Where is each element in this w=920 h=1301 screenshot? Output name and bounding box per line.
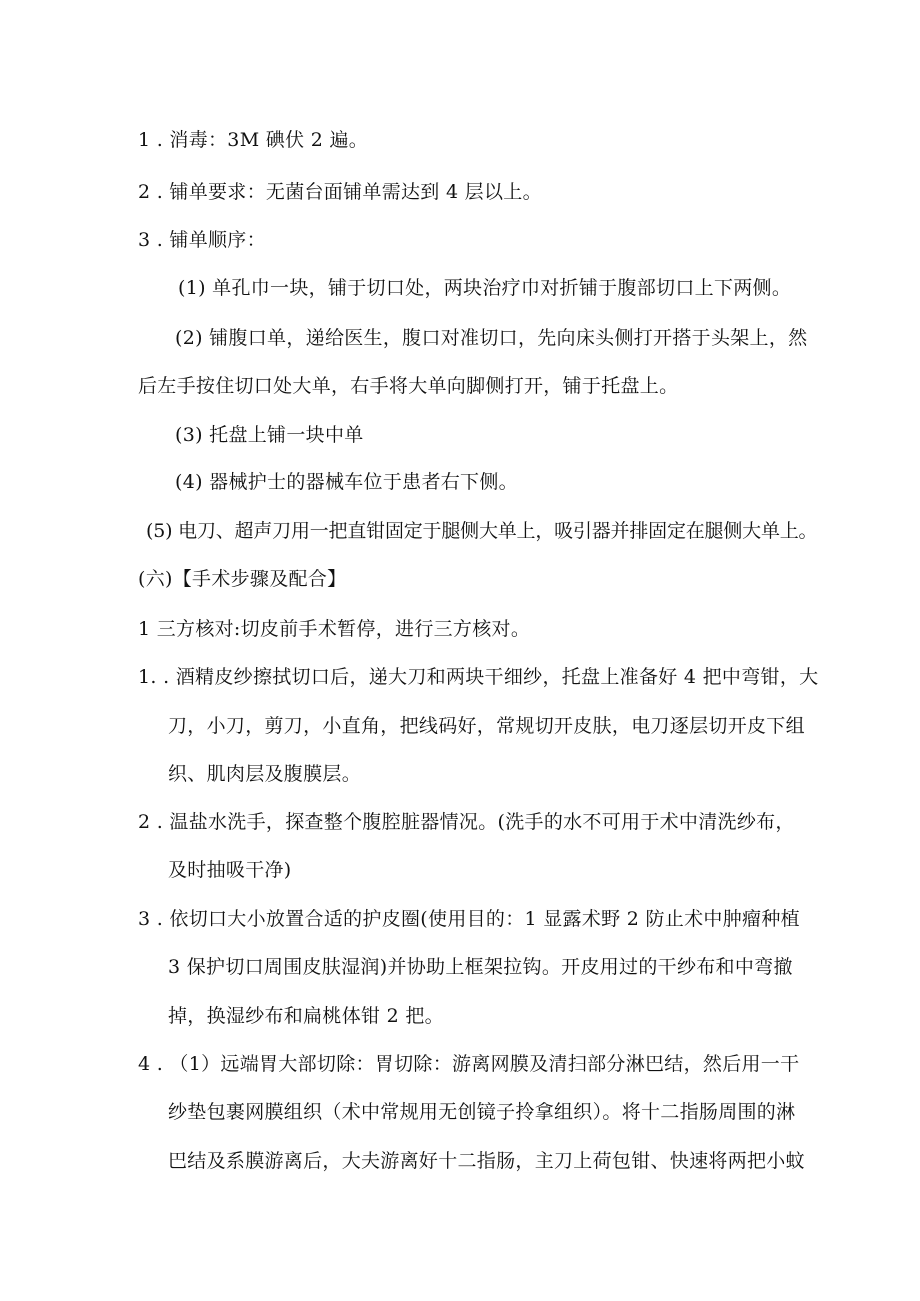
subitem-5: (5) 电刀、超声刀用一把直钳固定于腿侧大单上，吸引器并排固定在腿侧大单上。 [146, 520, 818, 542]
step-3-continued: 3 保护切口周围皮肤湿润)并协助上框架拉钩。开皮用过的干纱布和中弯撤 [168, 956, 793, 978]
step-3-continued-2: 掉，换湿纱布和扁桃体钳 2 把。 [168, 1005, 444, 1027]
step-4: 4 . （1）远端胃大部切除：胃切除：游离网膜及清扫部分淋巴结，然后用一干 [138, 1053, 800, 1075]
subitem-2-continued: 后左手按住切口处大单，右手将大单向脚侧打开，铺于托盘上。 [138, 375, 679, 397]
step-2-continued: 及时抽吸干净) [168, 859, 292, 881]
step-triple-check: 1 三方核对:切皮前手术暂停，进行三方核对。 [138, 618, 531, 640]
subitem-4: (4) 器械护士的器械车位于患者右下侧。 [175, 471, 518, 493]
subitem-3: (3) 托盘上铺一块中单 [175, 424, 364, 446]
subitem-2: (2) 铺腹口单，递给医生，腹口对准切口，先向床头侧打开搭于头架上，然 [175, 327, 808, 349]
step-1-continued: 刀，小刀，剪刀，小直角，把线码好，常规切开皮肤，电刀逐层切开皮下组 [168, 715, 805, 737]
subitem-1: (1) 单孔巾一块，铺于切口处，两块治疗巾对折铺于腹部切口上下两侧。 [178, 277, 792, 299]
step-1-continued-2: 织、肌肉层及腹膜层。 [168, 763, 362, 785]
step-1: 1. . 酒精皮纱擦拭切口后，递大刀和两块干细纱，托盘上准备好 4 把中弯钳，大 [138, 666, 819, 688]
step-4-continued: 纱垫包裹网膜组织（术中常规用无创镜子拎拿组织）。将十二指肠周围的淋 [168, 1101, 796, 1123]
step-3: 3 . 依切口大小放置合适的护皮圈(使用目的：1 显露术野 2 防止术中肿瘤种植 [138, 908, 800, 930]
step-4-continued-2: 巴结及系膜游离后，大夫游离好十二指肠，主刀上荷包钳、快速将两把小蚊 [168, 1150, 805, 1172]
item-1-disinfection: 1 . 消毒：3M 碘伏 2 遍。 [138, 129, 369, 151]
section-heading-surgical-steps: (六)【手术步骤及配合】 [138, 568, 347, 590]
item-2-draping-requirement: 2 . 铺单要求：无菌台面铺单需达到 4 层以上。 [138, 181, 542, 203]
step-2: 2 . 温盐水洗手，探查整个腹腔脏器情况。(洗手的水不可用于术中清洗纱布， [138, 811, 795, 833]
item-3-draping-order: 3 . 铺单顺序： [138, 229, 266, 251]
